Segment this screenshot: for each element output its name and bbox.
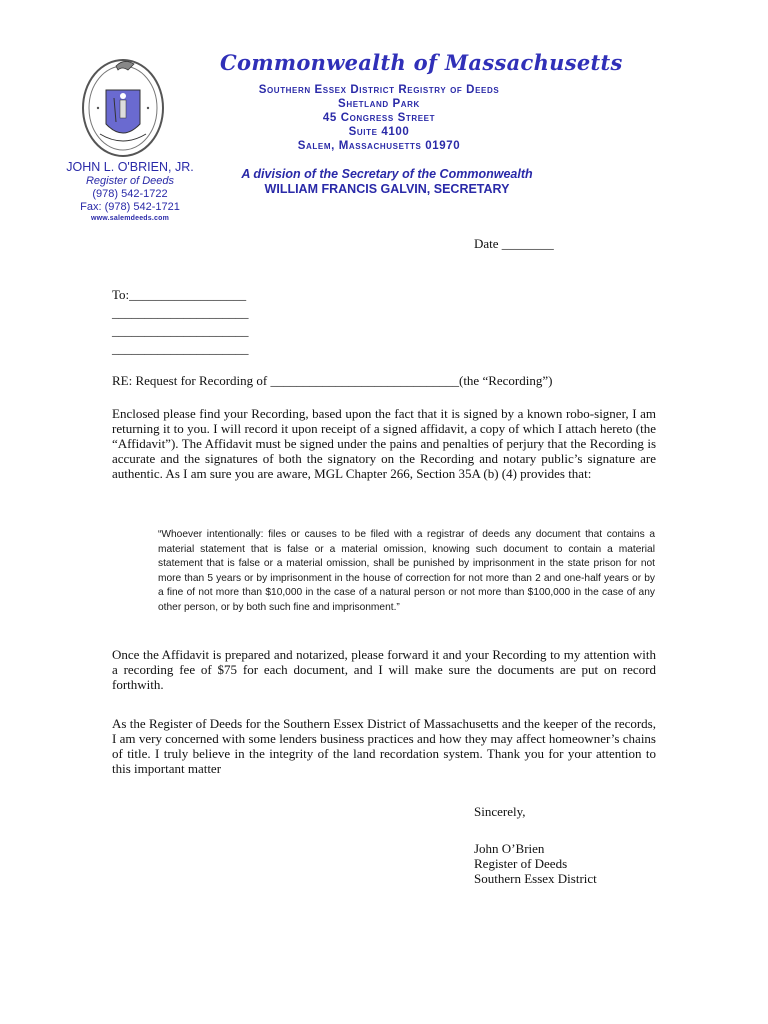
paragraph-3: As the Register of Deeds for the Southern Essex District of Massachusetts and the keeper of the records, I am very concerned with some lenders business practices and how they may affect homeowner’s chains of title. I truly believe in the integrity of the land recordation system. Thank you for your attention to this important matter	[112, 716, 656, 776]
sender-website: www.salemdeeds.com	[90, 215, 170, 222]
division-block	[222, 167, 552, 197]
letter-date: Date ________	[474, 236, 554, 251]
massachusetts-seal-icon	[78, 50, 168, 160]
subject-line: RE: Request for Recording of _____________________________(the “Recording”)	[112, 373, 553, 388]
sender-fax: Fax: (978) 542-1721	[80, 201, 180, 213]
paragraph-1: Enclosed please find your Recording, based upon the fact that it is signed by a known robo-signer, I am returning it to you. I will record it upon receipt of a signed affidavit, a copy of which I attach hereto (the “Affidavit”). The Affidavit must be signed under the pains and penalties of perjury that the Recording is accurate and the signatures of both the signatory on the Recording and notary public’s signature are authentic. As I am sure you are aware, MGL Chapter 266, Section 35A (b) (4) provides that:	[112, 406, 656, 481]
registry-street: 45 Congress Street	[322, 112, 436, 124]
sender-block	[40, 160, 220, 224]
closing-block	[474, 804, 597, 886]
recipient-line: To:__________________	[112, 287, 247, 302]
sender-title: Register of Deeds	[85, 175, 175, 187]
registry-building: Shetland Park	[338, 98, 420, 110]
signature-name: John O’Brien	[474, 841, 545, 856]
sender-phone: (978) 542-1722	[92, 188, 168, 200]
registry-city: Salem, Massachusetts 01970	[297, 140, 461, 152]
closing-salutation: Sincerely,	[474, 804, 526, 819]
paragraph-2: Once the Affidavit is prepared and notarized, please forward it and your Recording to my attention with a recording fee of $75 for each document, and I will make sure the documents are put on record forthwith.	[112, 647, 656, 692]
registry-address	[220, 83, 538, 153]
statute-quote: “Whoever intentionally: files or causes to be filed with a registrar of deeds any document that contains a material statement that is false or a material omission, knowing such document to contain a material statement that is false or a material omission, shall be punished by imprisonment in the state prison for not more than 5 years or by imprisonment in the house of correction for not more than 2 and one-half years or by a fine of not more than $10,000 in the case of a natural person or not more than $100,000 in the case of any other person, or by both such fine and imprisonment.”	[158, 529, 655, 613]
signature-title: Register of Deeds	[474, 856, 568, 871]
registry-suite: Suite 4100	[348, 126, 410, 138]
recipient-line: _____________________	[112, 341, 249, 356]
registry-name: Southern Essex District Registry of Deeds	[258, 84, 500, 96]
sender-name: JOHN L. O'BRIEN, JR.	[66, 160, 194, 174]
division-line: A division of the Secretary of the Commonwealth	[241, 167, 533, 181]
recipient-line: _____________________	[112, 305, 249, 320]
recipient-block	[112, 287, 249, 359]
masthead	[220, 50, 623, 75]
commonwealth-title: Commonwealth of Massachusetts	[220, 50, 623, 75]
signature-office: Southern Essex District	[474, 871, 597, 886]
recipient-line: _____________________	[112, 323, 249, 338]
secretary-line: WILLIAM FRANCIS GALVIN, SECRETARY	[264, 182, 510, 196]
